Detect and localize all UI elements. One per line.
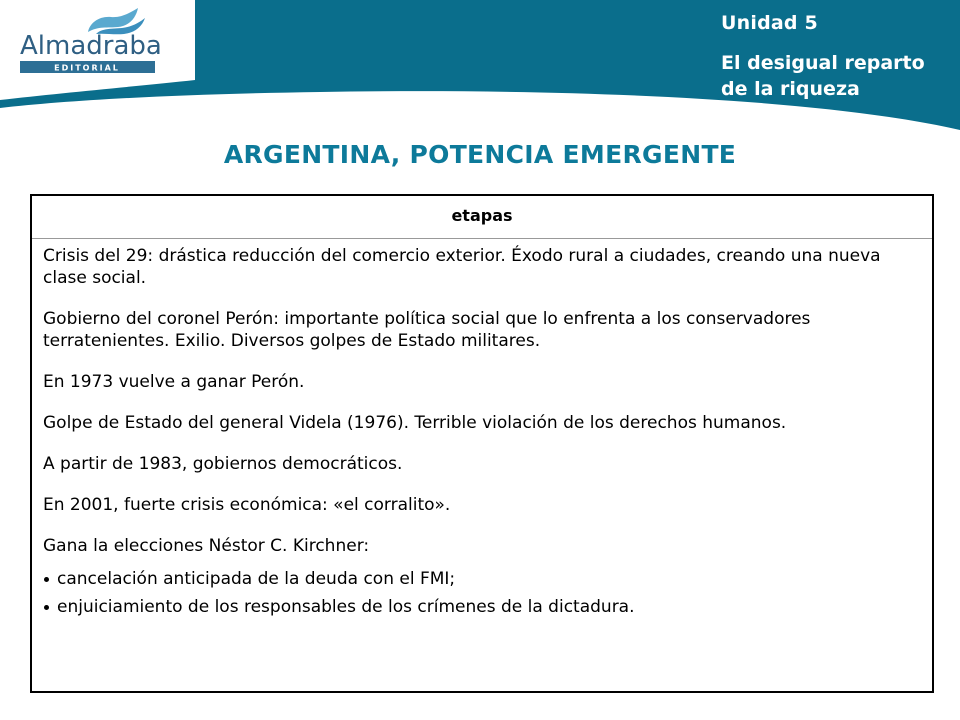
bullet-icon xyxy=(44,605,49,610)
unit-title: Unidad 5 xyxy=(721,12,818,34)
stage-paragraph: Golpe de Estado del general Videla (1976). Terrible violación de los derechos humanos. xyxy=(43,413,787,433)
stage-paragraph: Gobierno del coronel Perón: importante política social que lo enfrenta a los conservadores terratenientes. Exilio. Diversos golpes de Estado militares. xyxy=(43,309,811,351)
list-item xyxy=(43,596,922,618)
kirchner-measures-list xyxy=(43,568,922,618)
unit-subtitle: El desigual reparto de la riqueza xyxy=(721,52,925,100)
stage-paragraph: En 1973 vuelve a ganar Perón. xyxy=(43,372,305,392)
stages-table xyxy=(30,194,934,693)
stage-paragraph: A partir de 1983, gobiernos democráticos. xyxy=(43,454,403,474)
list-item xyxy=(43,568,922,590)
almadraba-logo xyxy=(18,8,163,76)
list-item-text: cancelación anticipada de la deuda con el FMI; xyxy=(57,569,456,589)
stage-paragraph: Gana la elecciones Néstor C. Kirchner: xyxy=(43,536,370,556)
logo-tag: EDITORIAL xyxy=(54,63,120,73)
logo-wordmark: Almadraba xyxy=(20,31,162,61)
stage-paragraph: Crisis del 29: drástica reducción del comercio exterior. Éxodo rural a ciudades, creando una nueva clase social. xyxy=(43,246,881,288)
bullet-icon xyxy=(44,577,49,582)
slide-title: ARGENTINA, POTENCIA EMERGENTE xyxy=(223,140,737,169)
table-body xyxy=(32,239,932,618)
stage-paragraph: En 2001, fuerte crisis económica: «el corralito». xyxy=(43,495,451,515)
list-item-text: enjuiciamiento de los responsables de los crímenes de la dictadura. xyxy=(57,597,635,617)
table-header: etapas xyxy=(32,196,932,239)
